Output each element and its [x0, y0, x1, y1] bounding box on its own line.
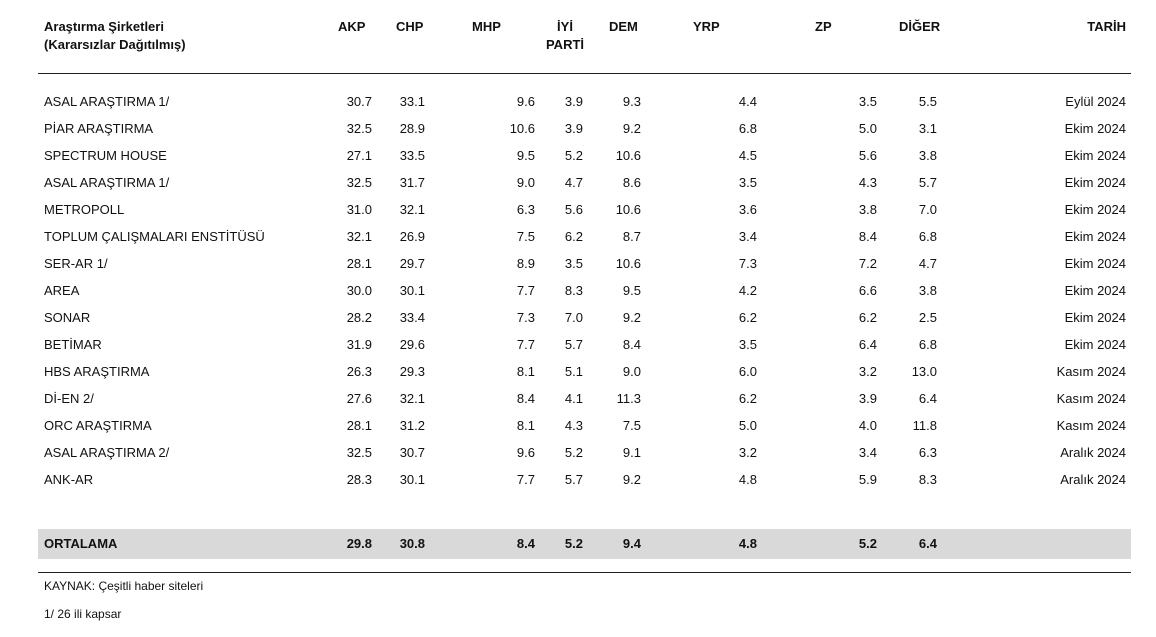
row-company-name: SER-AR 1/ [44, 256, 108, 271]
table-title-line2: (Kararsızlar Dağıtılmış) [44, 37, 186, 52]
row-zp-value: 3.9 [858, 391, 877, 406]
row-diger-value: 6.8 [918, 337, 937, 352]
header-iyi-line2: PARTİ [545, 37, 585, 52]
row-zp-value: 3.8 [858, 202, 877, 217]
row-diger-value: 4.7 [918, 256, 937, 271]
row-tarih-value: Ekim 2024 [1064, 148, 1126, 163]
row-iyi-value: 3.9 [564, 121, 583, 136]
header-diger: DİĞER [899, 19, 941, 34]
row-yrp-value: 5.0 [738, 418, 757, 433]
row-iyi-value: 4.1 [564, 391, 583, 406]
row-mhp-value: 9.6 [516, 94, 535, 109]
row-chp-value: 28.9 [399, 121, 425, 136]
table-title-line1: Araştırma Şirketleri [44, 19, 164, 34]
row-tarih-value: Ekim 2024 [1064, 229, 1126, 244]
row-dem-value: 9.1 [622, 445, 641, 460]
row-mhp-value: 9.5 [516, 148, 535, 163]
row-mhp-value: 8.4 [516, 391, 535, 406]
header-chp: CHP [396, 19, 424, 34]
row-dem-value: 9.3 [622, 94, 641, 109]
row-tarih-value: Ekim 2024 [1064, 256, 1126, 271]
row-tarih-value: Aralık 2024 [1060, 445, 1126, 460]
row-diger-value: 11.8 [912, 418, 937, 433]
row-akp-value: 28.1 [346, 418, 372, 433]
average-label: ORTALAMA [44, 536, 118, 551]
row-tarih-value: Eylül 2024 [1065, 94, 1126, 109]
row-yrp-value: 3.4 [738, 229, 757, 244]
row-iyi-value: 7.0 [564, 310, 583, 325]
row-diger-value: 6.4 [918, 391, 937, 406]
row-dem-value: 10.6 [615, 202, 641, 217]
header-iyi-parti [540, 18, 590, 54]
row-tarih-value: Ekim 2024 [1064, 202, 1126, 217]
row-dem-value: 8.4 [622, 337, 641, 352]
row-chp-value: 29.3 [399, 364, 425, 379]
row-tarih-value: Aralık 2024 [1060, 472, 1126, 487]
row-chp-value: 33.4 [399, 310, 425, 325]
row-iyi-value: 3.9 [564, 94, 583, 109]
row-akp-value: 28.3 [346, 472, 372, 487]
table-row [0, 277, 1156, 304]
row-chp-value: 33.1 [399, 94, 425, 109]
row-company-name: SPECTRUM HOUSE [44, 148, 167, 163]
row-diger-value: 2.5 [918, 310, 937, 325]
row-diger-value: 6.8 [918, 229, 937, 244]
row-company-name: BETİMAR [44, 337, 102, 352]
row-company-name: METROPOLL [44, 202, 125, 217]
row-akp-value: 27.1 [346, 148, 372, 163]
row-dem-value: 11.3 [616, 391, 641, 406]
row-diger-value: 3.1 [918, 121, 937, 136]
row-mhp-value: 7.7 [516, 472, 535, 487]
row-iyi-value: 3.5 [564, 256, 583, 271]
average-yrp: 4.8 [738, 536, 757, 551]
row-chp-value: 30.1 [399, 472, 425, 487]
row-tarih-value: Ekim 2024 [1064, 283, 1126, 298]
row-zp-value: 3.2 [858, 364, 877, 379]
average-chp: 30.8 [399, 536, 425, 551]
row-yrp-value: 6.2 [738, 310, 757, 325]
row-yrp-value: 3.2 [738, 445, 757, 460]
average-row [38, 529, 1131, 559]
row-yrp-value: 4.5 [738, 148, 757, 163]
row-yrp-value: 6.2 [738, 391, 757, 406]
row-chp-value: 32.1 [399, 391, 425, 406]
row-dem-value: 9.2 [622, 472, 641, 487]
row-yrp-value: 7.3 [738, 256, 757, 271]
row-chp-value: 32.1 [399, 202, 425, 217]
table-title [44, 18, 344, 54]
row-akp-value: 30.0 [346, 283, 372, 298]
row-iyi-value: 5.7 [564, 337, 583, 352]
row-akp-value: 26.3 [346, 364, 372, 379]
table-row [0, 250, 1156, 277]
source-note: KAYNAK: Çeşitli haber siteleri [44, 579, 204, 593]
row-company-name: SONAR [44, 310, 91, 325]
row-company-name: AREA [44, 283, 80, 298]
row-mhp-value: 8.9 [516, 256, 535, 271]
table-row [0, 412, 1156, 439]
row-zp-value: 5.0 [858, 121, 877, 136]
row-diger-value: 8.3 [918, 472, 937, 487]
row-mhp-value: 7.7 [516, 337, 535, 352]
average-diger: 6.4 [918, 536, 937, 551]
average-akp: 29.8 [346, 536, 372, 551]
row-mhp-value: 7.7 [516, 283, 535, 298]
row-zp-value: 7.2 [858, 256, 877, 271]
row-akp-value: 32.1 [346, 229, 372, 244]
row-dem-value: 8.7 [622, 229, 641, 244]
row-akp-value: 28.1 [346, 256, 372, 271]
footer-divider [38, 572, 1131, 573]
row-iyi-value: 4.3 [564, 418, 583, 433]
row-zp-value: 3.5 [858, 94, 877, 109]
row-diger-value: 7.0 [918, 202, 937, 217]
header-tarih: TARİH [1087, 19, 1126, 34]
header-yrp: YRP [693, 19, 720, 34]
row-iyi-value: 6.2 [564, 229, 583, 244]
row-zp-value: 5.6 [858, 148, 877, 163]
row-iyi-value: 5.2 [564, 445, 583, 460]
row-akp-value: 32.5 [346, 175, 372, 190]
row-mhp-value: 9.6 [516, 445, 535, 460]
row-iyi-value: 5.1 [564, 364, 583, 379]
row-diger-value: 6.3 [918, 445, 937, 460]
row-dem-value: 9.5 [622, 283, 641, 298]
row-zp-value: 4.0 [858, 418, 877, 433]
table-row [0, 115, 1156, 142]
row-yrp-value: 3.5 [738, 337, 757, 352]
row-tarih-value: Kasım 2024 [1056, 418, 1126, 433]
row-company-name: HBS ARAŞTIRMA [44, 364, 150, 379]
header-zp: ZP [815, 19, 832, 34]
row-tarih-value: Kasım 2024 [1056, 391, 1126, 406]
row-diger-value: 3.8 [918, 283, 937, 298]
row-tarih-value: Ekim 2024 [1064, 310, 1126, 325]
row-zp-value: 6.2 [858, 310, 877, 325]
row-company-name: ASAL ARAŞTIRMA 1/ [44, 175, 170, 190]
row-dem-value: 9.0 [622, 364, 641, 379]
row-chp-value: 29.6 [399, 337, 425, 352]
row-iyi-value: 5.6 [564, 202, 583, 217]
row-zp-value: 4.3 [858, 175, 877, 190]
header-iyi-line1: İYİ [557, 19, 573, 34]
row-dem-value: 9.2 [622, 310, 641, 325]
row-akp-value: 28.2 [346, 310, 372, 325]
row-akp-value: 31.0 [346, 202, 372, 217]
header-akp: AKP [338, 19, 366, 34]
row-company-name: Dİ-EN 2/ [44, 391, 94, 406]
row-chp-value: 30.7 [399, 445, 425, 460]
row-iyi-value: 5.2 [564, 148, 583, 163]
row-diger-value: 13.0 [911, 364, 937, 379]
row-yrp-value: 4.8 [738, 472, 757, 487]
row-zp-value: 5.9 [858, 472, 877, 487]
header-mhp: MHP [472, 19, 501, 34]
row-zp-value: 8.4 [858, 229, 877, 244]
row-mhp-value: 7.3 [516, 310, 535, 325]
table-body [0, 88, 1156, 493]
row-yrp-value: 4.2 [738, 283, 757, 298]
row-mhp-value: 8.1 [516, 364, 535, 379]
table-row [0, 331, 1156, 358]
row-zp-value: 3.4 [858, 445, 877, 460]
average-iyi: 5.2 [564, 536, 583, 551]
row-akp-value: 32.5 [346, 121, 372, 136]
row-company-name: ORC ARAŞTIRMA [44, 418, 152, 433]
average-dem: 9.4 [622, 536, 641, 551]
row-chp-value: 31.7 [399, 175, 425, 190]
row-mhp-value: 8.1 [516, 418, 535, 433]
table-row [0, 142, 1156, 169]
footnote: 1/ 26 ili kapsar [44, 607, 122, 621]
row-diger-value: 3.8 [918, 148, 937, 163]
row-mhp-value: 10.6 [509, 121, 535, 136]
row-yrp-value: 6.8 [738, 121, 757, 136]
row-dem-value: 9.2 [622, 121, 641, 136]
average-zp: 5.2 [858, 536, 877, 551]
row-yrp-value: 3.5 [738, 175, 757, 190]
table-row [0, 466, 1156, 493]
row-dem-value: 10.6 [615, 256, 641, 271]
table-row [0, 439, 1156, 466]
row-iyi-value: 4.7 [564, 175, 583, 190]
row-mhp-value: 9.0 [516, 175, 535, 190]
row-company-name: PİAR ARAŞTIRMA [44, 121, 154, 136]
header-dem: DEM [609, 19, 638, 34]
header-divider [38, 73, 1131, 74]
average-mhp: 8.4 [516, 536, 535, 551]
row-akp-value: 27.6 [346, 391, 372, 406]
row-mhp-value: 7.5 [516, 229, 535, 244]
table-row [0, 223, 1156, 250]
row-yrp-value: 3.6 [738, 202, 757, 217]
row-chp-value: 30.1 [399, 283, 425, 298]
row-diger-value: 5.5 [918, 94, 937, 109]
row-dem-value: 7.5 [622, 418, 641, 433]
row-chp-value: 26.9 [399, 229, 425, 244]
row-akp-value: 31.9 [346, 337, 372, 352]
row-company-name: ASAL ARAŞTIRMA 2/ [44, 445, 170, 460]
table-row [0, 88, 1156, 115]
row-chp-value: 31.2 [399, 418, 425, 433]
row-akp-value: 32.5 [346, 445, 372, 460]
table-row [0, 358, 1156, 385]
row-akp-value: 30.7 [346, 94, 372, 109]
row-company-name: ANK-AR [44, 472, 94, 487]
row-yrp-value: 6.0 [738, 364, 757, 379]
row-tarih-value: Ekim 2024 [1064, 121, 1126, 136]
row-yrp-value: 4.4 [738, 94, 757, 109]
table-row [0, 169, 1156, 196]
row-iyi-value: 8.3 [564, 283, 583, 298]
row-company-name: ASAL ARAŞTIRMA 1/ [44, 94, 170, 109]
row-diger-value: 5.7 [918, 175, 937, 190]
row-dem-value: 8.6 [622, 175, 641, 190]
row-tarih-value: Ekim 2024 [1064, 175, 1126, 190]
table-row [0, 196, 1156, 223]
row-chp-value: 33.5 [399, 148, 425, 163]
table-row [0, 304, 1156, 331]
row-mhp-value: 6.3 [516, 202, 535, 217]
row-iyi-value: 5.7 [564, 472, 583, 487]
table-row [0, 385, 1156, 412]
row-tarih-value: Kasım 2024 [1056, 364, 1126, 379]
row-chp-value: 29.7 [399, 256, 425, 271]
row-dem-value: 10.6 [615, 148, 641, 163]
row-company-name: TOPLUM ÇALIŞMALARI ENSTİTÜSÜ [44, 229, 265, 244]
row-zp-value: 6.4 [858, 337, 877, 352]
row-tarih-value: Ekim 2024 [1064, 337, 1126, 352]
row-zp-value: 6.6 [858, 283, 877, 298]
